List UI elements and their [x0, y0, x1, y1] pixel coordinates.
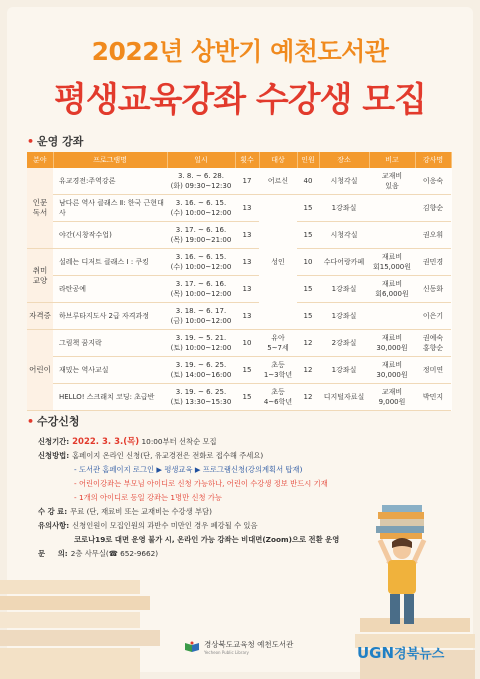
teacher-cell: 박민지 — [415, 384, 451, 411]
table-row — [27, 384, 451, 411]
apply-method-step: - 도서관 홈페이지 로그인 ▶ 평생교육 ▶ 프로그램신청(강의계획서 탑재) — [74, 465, 303, 474]
teacher-cell: 권민경 — [415, 249, 451, 276]
people-cell: 10 — [297, 249, 319, 276]
library-logo — [184, 639, 293, 655]
library-logo-icon — [184, 641, 200, 653]
category-cell: 인문 독서 — [27, 168, 53, 249]
program-cell: 라탄공예 — [53, 276, 167, 303]
note-cell: 재료비 30,000원 — [369, 357, 415, 384]
table-row — [27, 303, 451, 330]
people-cell: 15 — [297, 222, 319, 249]
table-header: 장소 — [319, 152, 369, 168]
table-header: 대상 — [259, 152, 297, 168]
apply-date: 2022. 3. 3.(목) — [72, 437, 140, 447]
program-cell: 설레는 디저트 클래스 Ⅰ : 쿠킹 — [53, 249, 167, 276]
title-line2: 평생교육강좌 수강생 모집 — [54, 80, 426, 120]
table-row — [27, 249, 451, 276]
note-cell: 재료비 회15,000원 — [369, 249, 415, 276]
category-cell: 어린이 — [27, 330, 53, 411]
place-cell: 1강좌실 — [319, 195, 369, 222]
note-cell — [369, 195, 415, 222]
section-heading-courses: • 운영 강좌 — [27, 135, 84, 148]
date-cell: 3. 18. ~ 6. 17. (금) 10:00~12:00 — [167, 303, 235, 330]
apply-notice: 유의사항: 신청인원이 모집인원의 과반수 미만인 경우 폐강될 수 있음 — [38, 521, 258, 530]
note-cell — [369, 222, 415, 249]
table-header: 인원 — [297, 152, 319, 168]
date-cell: 3. 16. ~ 6. 15. (수) 10:00~12:00 — [167, 195, 235, 222]
note-cell: 재료비 회6,000원 — [369, 276, 415, 303]
program-cell: 유교경전:주역강론 — [53, 168, 167, 195]
place-cell: 시청각실 — [319, 168, 369, 195]
apply-method-note: - 1개의 아이디로 동일 강좌는 1명만 신청 가능 — [74, 493, 222, 502]
people-cell: 15 — [297, 276, 319, 303]
table-header: 횟수 — [235, 152, 259, 168]
program-cell: 야간(시창작수업) — [53, 222, 167, 249]
apply-notice-sub: 코로나19로 대면 운영 불가 시, 온라인 가능 강좌는 비대면(Zoom)으로 전환 운영 — [74, 535, 340, 544]
program-cell: 남다른 역사 클래스 Ⅱ: 한국 근현대사 — [53, 195, 167, 222]
program-cell: 그림책 꿈지락 — [53, 330, 167, 357]
date-cell: 3. 19. ~ 6. 25. (토) 13:30~15:30 — [167, 384, 235, 411]
teacher-cell: 이은기 — [415, 303, 451, 330]
apply-period: 신청기간: 2022. 3. 3.(목) 10:00부터 선착순 모집 — [38, 437, 217, 447]
note-cell: 교재비 9,000원 — [369, 384, 415, 411]
teacher-cell: 권오휘 — [415, 222, 451, 249]
date-cell: 3. 17. ~ 6. 16. (목) 10:00~12:00 — [167, 276, 235, 303]
category-cell: 취미 교양 — [27, 249, 53, 303]
count-cell: 10 — [235, 330, 259, 357]
date-cell: 3. 17. ~ 6. 16. (목) 19:00~21:00 — [167, 222, 235, 249]
target-cell: 초등 4~6학년 — [259, 384, 297, 411]
place-cell: 수다어랑카페 — [319, 249, 369, 276]
date-cell: 3. 8. ~ 6. 28. (화) 09:30~12:30 — [167, 168, 235, 195]
program-cell: 하브루타지도사 2급 자격과정 — [53, 303, 167, 330]
count-cell: 13 — [235, 222, 259, 249]
note-cell: 재료비 30,000원 — [369, 330, 415, 357]
table-header: 비고 — [369, 152, 415, 168]
section-heading-apply: • 수강신청 — [27, 415, 80, 428]
table-header: 강사명 — [415, 152, 451, 168]
place-cell: 시청각실 — [319, 222, 369, 249]
apply-method: 신청방법: 홈페이지 온라인 신청(단, 유교경전은 전화로 접수해 주세요) — [38, 451, 264, 460]
count-cell: 13 — [235, 303, 259, 330]
date-cell: 3. 19. ~ 6. 25. (토) 14:00~16:00 — [167, 357, 235, 384]
people-cell: 12 — [297, 357, 319, 384]
teacher-cell: 김향순 — [415, 195, 451, 222]
target-cell: 유아 5~7세 — [259, 330, 297, 357]
count-cell: 15 — [235, 357, 259, 384]
count-cell: 17 — [235, 168, 259, 195]
place-cell: 1강좌실 — [319, 303, 369, 330]
apply-info — [38, 435, 339, 561]
teacher-cell: 이응숙 — [415, 168, 451, 195]
count-cell: 13 — [235, 249, 259, 276]
table-header: 분야 — [27, 152, 53, 168]
table-header: 일시 — [167, 152, 235, 168]
people-cell: 40 — [297, 168, 319, 195]
bullet-dot: • — [27, 415, 35, 428]
teacher-cell: 권예숙 홍향순 — [415, 330, 451, 357]
teacher-cell: 신동화 — [415, 276, 451, 303]
table-row — [27, 195, 451, 222]
table-row — [27, 357, 451, 384]
note-cell — [369, 303, 415, 330]
people-cell: 12 — [297, 330, 319, 357]
table-row — [27, 222, 451, 249]
apply-method-note: - 어린이강좌는 부모님 아이디로 신청 가능하나, 어린이 수강생 정보 반드시 기재 — [74, 479, 328, 488]
place-cell: 1강좌실 — [319, 276, 369, 303]
ugn-watermark: UGN경북뉴스 — [357, 644, 445, 662]
people-cell: 12 — [297, 384, 319, 411]
target-cell: 어르신 — [259, 168, 297, 195]
title-line1: 2022년 상반기 예천도서관 — [91, 37, 389, 66]
place-cell: 디지털자료실 — [319, 384, 369, 411]
target-cell: 초등 1~3학년 — [259, 357, 297, 384]
count-cell: 13 — [235, 195, 259, 222]
table-header-row — [27, 152, 451, 168]
teacher-cell: 정미연 — [415, 357, 451, 384]
place-cell: 2강좌실 — [319, 330, 369, 357]
date-cell: 3. 16. ~ 6. 15. (수) 10:00~12:00 — [167, 249, 235, 276]
place-cell: 1강좌실 — [319, 357, 369, 384]
program-cell: 재밌는 역사교실 — [53, 357, 167, 384]
library-name: 경상북도교육청 예천도서관 — [204, 640, 294, 649]
target-cell-adult: 성인 — [259, 195, 297, 330]
bullet-dot: • — [27, 135, 35, 148]
note-cell: 교재비 있음 — [369, 168, 415, 195]
apply-fee: 수 강 료: 무료 (단, 재료비 또는 교재비는 수강생 부담) — [38, 507, 212, 516]
category-cell: 자격증 — [27, 303, 53, 330]
people-cell: 15 — [297, 195, 319, 222]
program-cell: HELLO! 스크래치 코딩: 초급반 — [53, 384, 167, 411]
table-row — [27, 168, 451, 195]
count-cell: 13 — [235, 276, 259, 303]
table-row — [27, 330, 451, 357]
people-cell: 15 — [297, 303, 319, 330]
date-cell: 3. 19. ~ 5. 21. (토) 10:00~12:00 — [167, 330, 235, 357]
table-header: 프로그램명 — [53, 152, 167, 168]
course-schedule-table — [27, 152, 452, 411]
apply-contact: 문 의: 2층 사무실(☎ 652-9662) — [38, 549, 159, 558]
table-row — [27, 276, 451, 303]
library-name-en: Yecheon Public Library — [204, 650, 249, 655]
count-cell: 15 — [235, 384, 259, 411]
